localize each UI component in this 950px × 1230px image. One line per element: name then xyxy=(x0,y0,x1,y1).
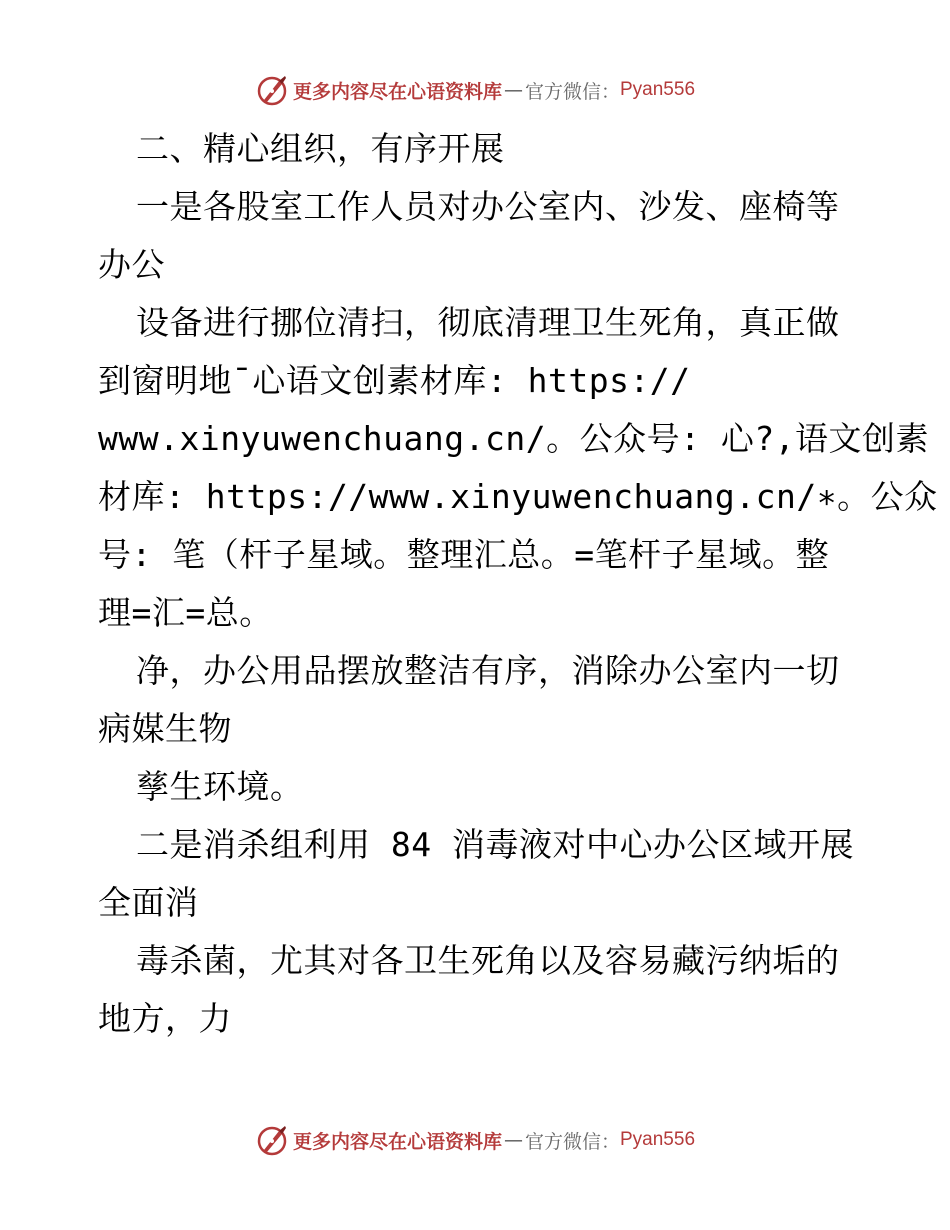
banner-wechat-id: Pyan556 xyxy=(620,1129,696,1150)
body-line: 设备进行挪位清扫，彻底清理卫生死角，真正做 xyxy=(136,303,840,342)
body-line: 净，办公用品摆放整洁有序，消除办公室内一切 xyxy=(136,651,840,690)
body-line: 全面消 xyxy=(98,883,199,922)
footer-watermark-banner xyxy=(0,1120,950,1160)
body-line: 病媒生物 xyxy=(98,709,232,748)
banner-official-label: 官方微信： xyxy=(524,80,620,103)
banner-site-text: 更多内容尽在心语资料库 xyxy=(292,1130,502,1153)
body-line: 到窗明地¯心语文创素材库: https:// xyxy=(98,361,691,400)
header-watermark-banner xyxy=(0,70,950,110)
body-line: 材库: https://www.xinyuwenchuang.cn/∗。公众 xyxy=(98,477,938,516)
banner-wechat-id: Pyan556 xyxy=(620,79,696,100)
document-body xyxy=(98,120,938,1048)
quill-pen-logo-icon xyxy=(255,73,289,107)
body-line: 二是消杀组利用 84 消毒液对中心办公区域开展 xyxy=(136,825,854,864)
body-line: 办公 xyxy=(98,245,165,284)
body-line: 地方，力 xyxy=(98,999,232,1038)
body-line: 二、精心组织，有序开展 xyxy=(136,129,505,168)
body-line: 孳生环境。 xyxy=(136,767,304,806)
body-line: www.xinyuwenchuang.cn/。公众号: 心?,语文创素 xyxy=(98,419,930,458)
banner-dash: — xyxy=(503,1129,523,1151)
banner-site-text: 更多内容尽在心语资料库 xyxy=(292,80,502,103)
body-line: 理=汇=总。 xyxy=(98,593,273,632)
body-line: 一是各股室工作人员对办公室内、沙发、座椅等 xyxy=(136,187,840,226)
body-line: 毒杀菌，尤其对各卫生死角以及容易藏污纳垢的 xyxy=(136,941,840,980)
quill-pen-logo-icon xyxy=(255,1123,289,1157)
body-line: 号: 笔（杆子星域。整理汇总。=笔杆子星域。整 xyxy=(98,535,830,574)
banner-dash: — xyxy=(503,79,523,101)
banner-official-label: 官方微信： xyxy=(524,1130,620,1153)
